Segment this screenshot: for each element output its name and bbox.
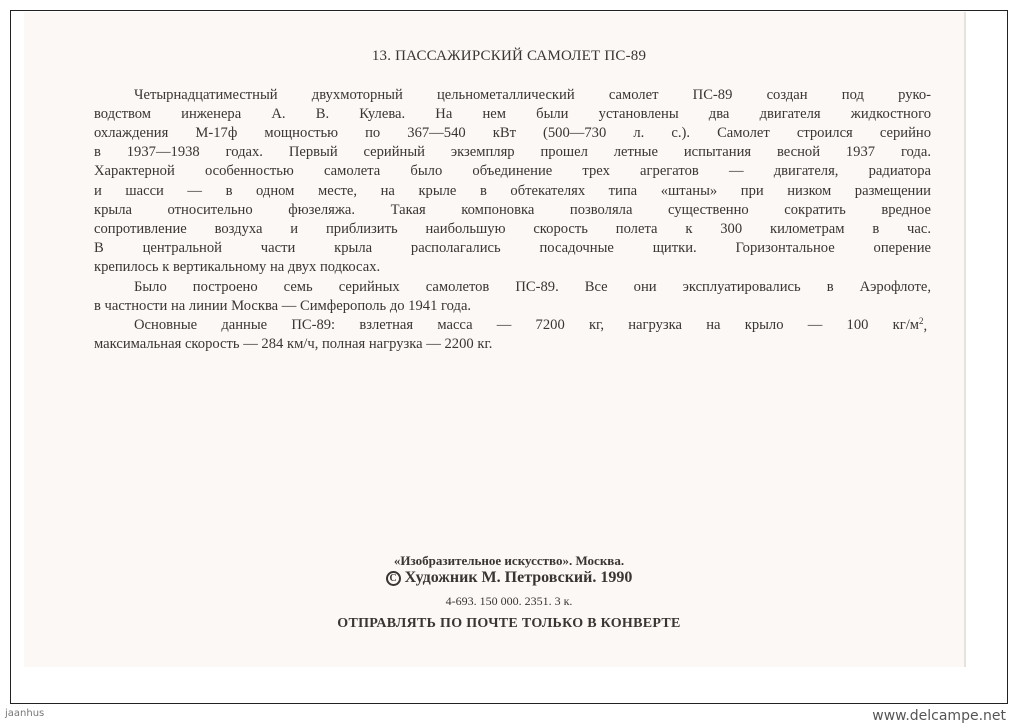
body-line: в 1937—1938 годах. Первый серийный экземпляр прошел летные испытания весной 1937 года.	[94, 144, 931, 160]
artist: Художник М. Петровский. 1990	[404, 569, 633, 586]
body-line: и шасси — в одном месте, на крыле в обтекателях типа «штаны» при низком размещении	[94, 183, 931, 199]
body-line: охлаждения М-17ф мощностью по 367—540 кВт (500—730 л. с.). Самолет строился серийно	[94, 125, 931, 141]
body-line: крыла относительно фюзеляжа. Такая компоновка позволяла существенно сократить вредное	[94, 202, 931, 218]
publisher: «Изобразительное искусство». Москва.	[393, 553, 625, 568]
body-line: сопротивление воздуха и приблизить наибольшую скорость полета к 300 километрам в час.	[94, 221, 931, 237]
body-line: Основные данные ПС-89: взлетная масса — 7200 кг, нагрузка на крыло — 100 кг/м	[134, 317, 919, 333]
watermark-user: jaanhus	[5, 708, 45, 719]
body-line: Было построено семь серийных самолетов ПС-89. Все они эксплуатировались в Аэрофлоте,	[134, 279, 931, 295]
body-line: крепилось к вертикальному на двух подкосах.	[94, 259, 381, 275]
print-info: 4-693. 150 000. 2351. 3 к.	[445, 594, 573, 608]
body-line: Характерной особенностью самолета было объединение трех агрегатов — двигателя, радиатора	[94, 163, 931, 179]
page-title: 13. ПАССАЖИРСКИЙ САМОЛЕТ ПС-89	[371, 48, 647, 64]
body-line: В центральной части крыла располагались посадочные щитки. Горизонтальное оперение	[94, 240, 931, 256]
postcard-back	[24, 12, 966, 667]
body-line: водством инженера А. В. Кулева. На нем были установлены два двигателя жидкостного	[94, 106, 931, 122]
mail-notice: ОТПРАВЛЯТЬ ПО ПОЧТЕ ТОЛЬКО В КОНВЕРТЕ	[337, 616, 681, 631]
comma: ,	[923, 317, 928, 334]
body-line: Четырнадцатиместный двухмоторный цельнометаллический самолет ПС-89 создан под руко-	[134, 87, 931, 103]
superscript-line	[919, 312, 934, 336]
body-line: в частности на линии Москва — Симферополь до 1941 года.	[94, 298, 472, 314]
copyright-icon: C	[386, 571, 401, 586]
body-line: максимальная скорость — 284 км/ч, полная нагрузка — 2200 кг.	[94, 336, 493, 352]
artist-credit	[24, 569, 994, 587]
watermark-site: www.delcampe.net	[872, 708, 1006, 724]
superscript: 2	[919, 316, 924, 326]
